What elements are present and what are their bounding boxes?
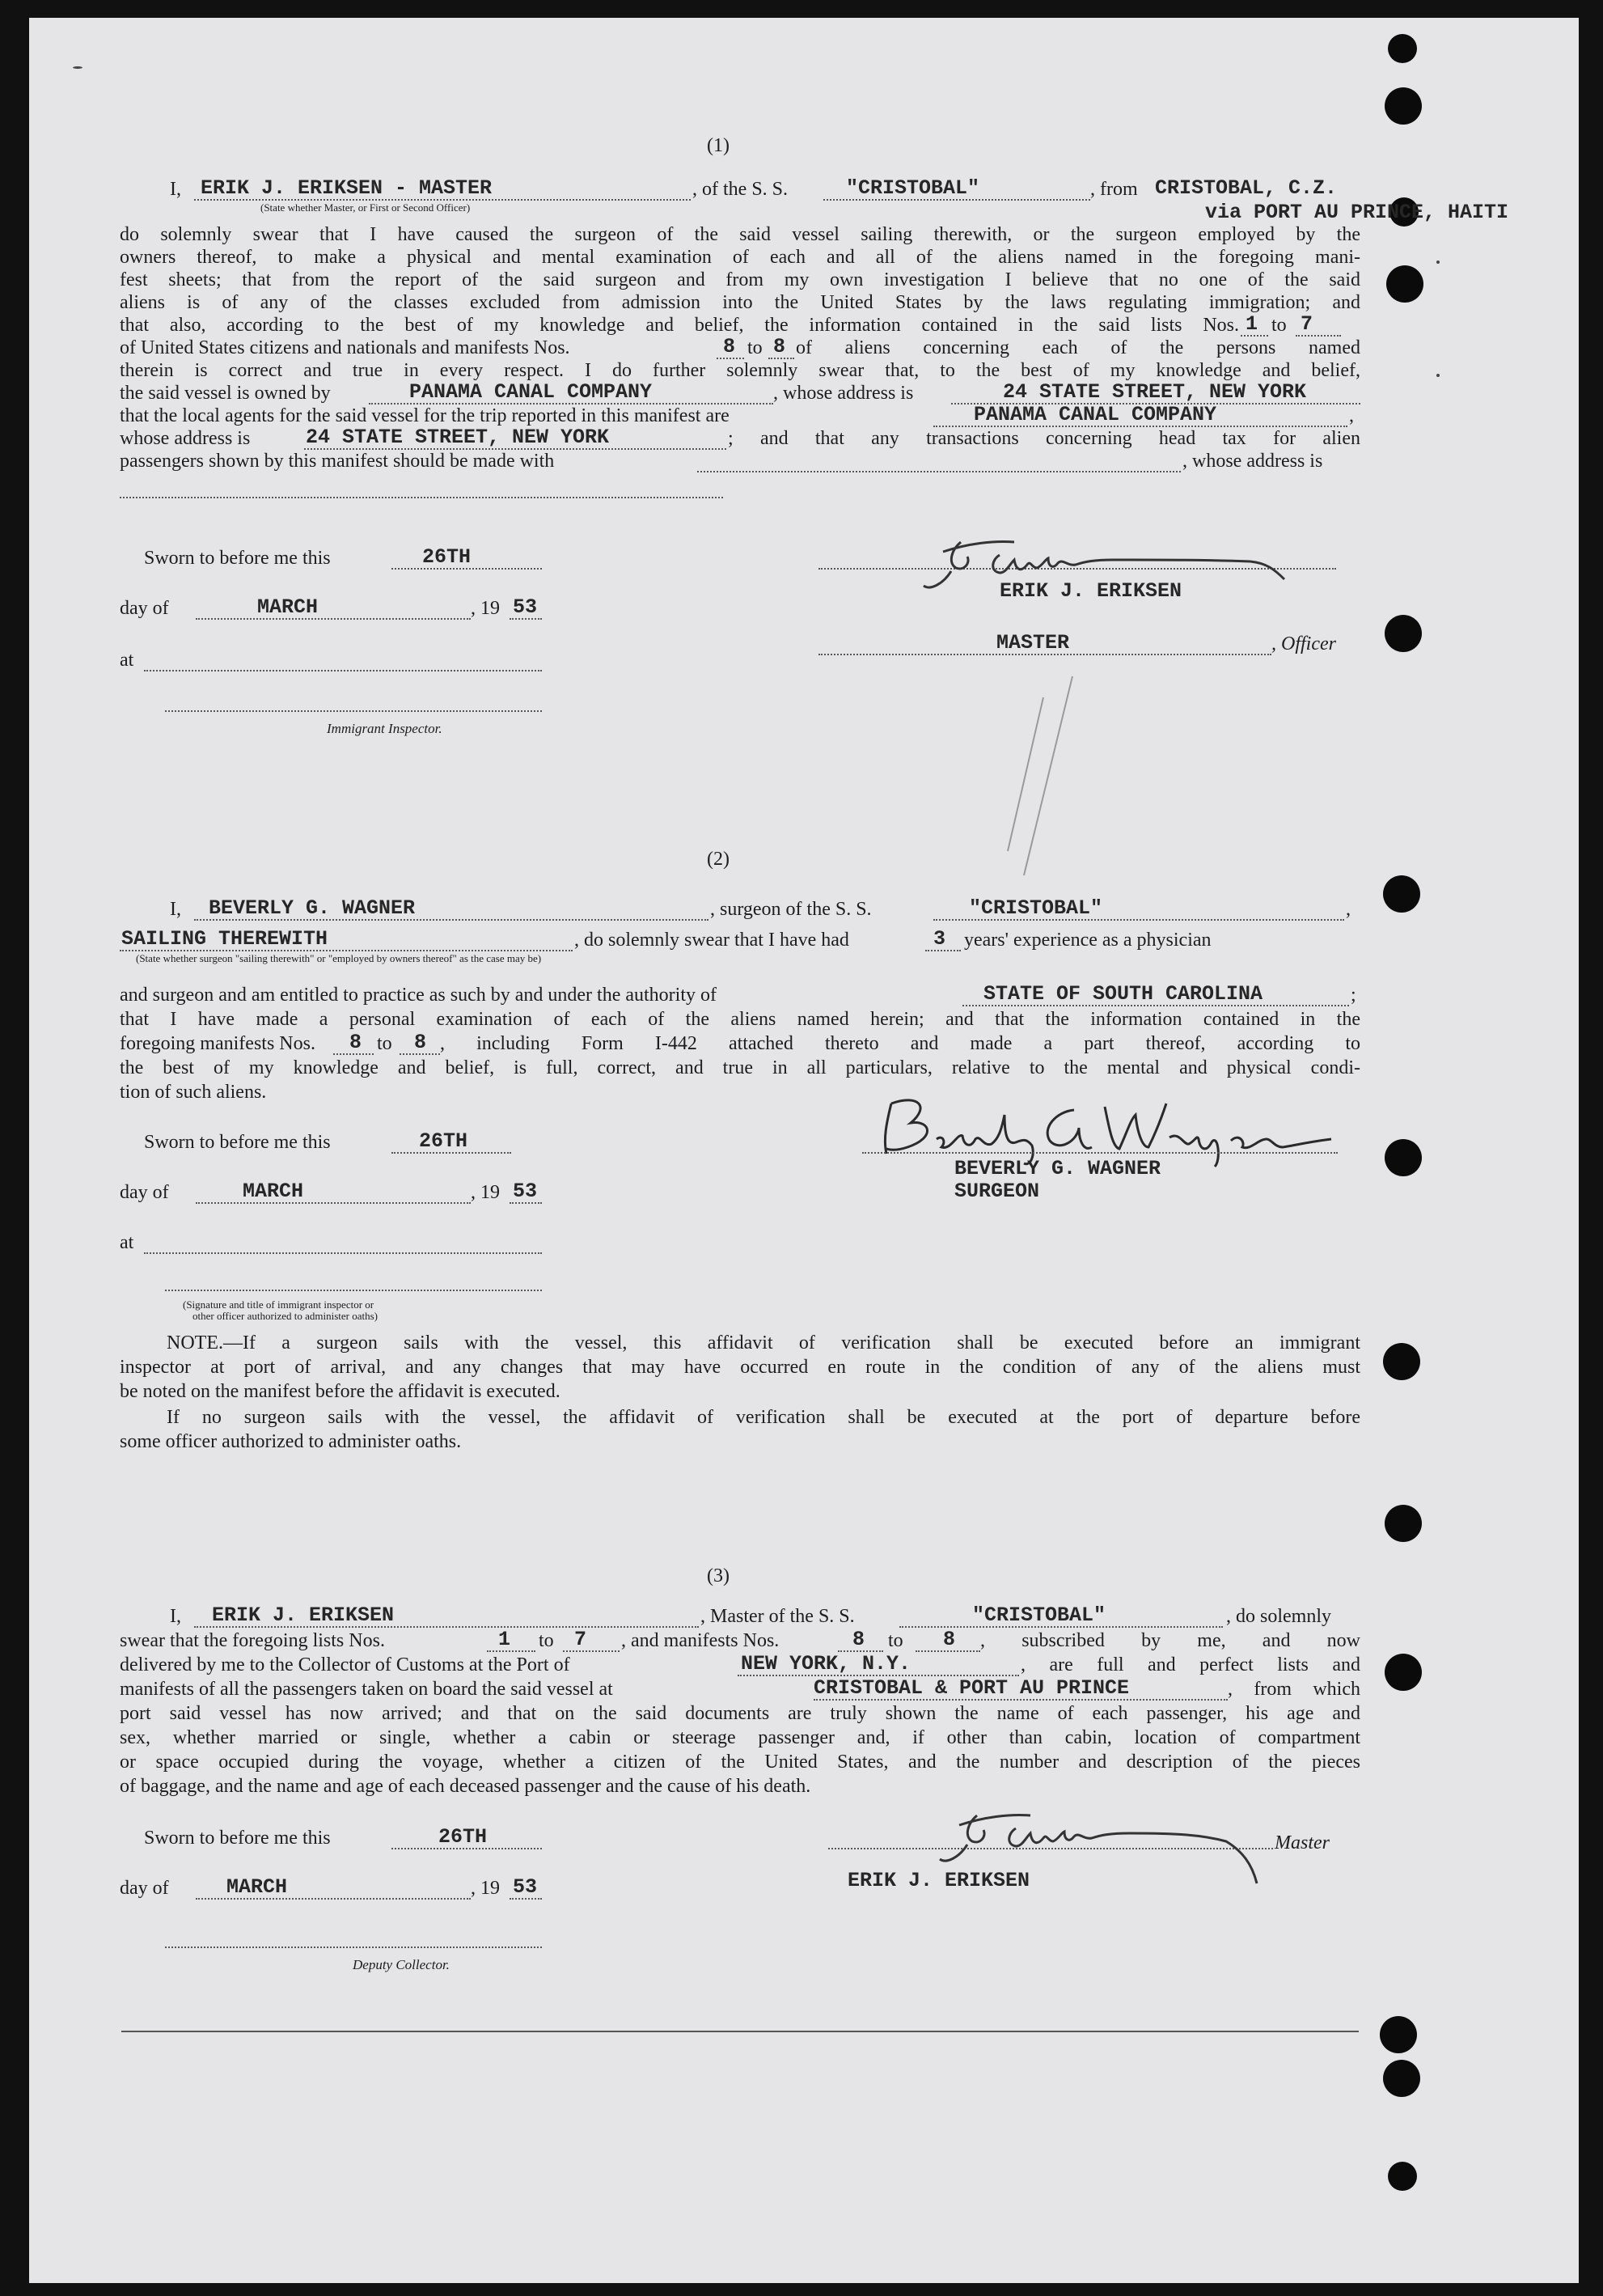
body-line: fest sheets; that from the report of the said surgeon and from my own investigation I believe that no one of the said — [120, 269, 1360, 290]
signer-title: MASTER — [996, 631, 1070, 654]
year-field: 53 — [513, 595, 538, 619]
section-number: (2) — [707, 849, 730, 870]
manifests-tail: , including Form I-442 attached thereto and made a part thereof, according to — [440, 1033, 1360, 1054]
punch-hole — [1380, 2016, 1417, 2053]
to-label: to — [539, 1630, 554, 1651]
year-field: 53 — [513, 1875, 538, 1899]
manifests-to: 8 — [943, 1628, 956, 1651]
manifests-tail: of aliens concerning each of the persons named — [796, 337, 1360, 358]
status-tail-b: years' experience as a physician — [964, 930, 1212, 951]
note-line: be noted on the manifest before the affidavit is executed. — [120, 1381, 560, 1402]
vessel-field: "CRISTOBAL" — [972, 1603, 1106, 1627]
punch-hole — [1388, 34, 1417, 63]
section-number: (3) — [707, 1565, 730, 1586]
owner-address-label: , whose address is — [773, 383, 914, 404]
body-line: owners thereof, to make a physical and mental examination of each and all of the aliens named in the foregoing mani- — [120, 247, 1360, 268]
departure-label: manifests of all the passengers taken on board the said vessel at — [120, 1679, 613, 1700]
manifests-to: 8 — [773, 335, 786, 358]
section-number: (1) — [707, 135, 730, 156]
body-line: sex, whether married or single, whether a cabin or steerage passenger and, if other than cabin, location of compartment — [120, 1727, 1360, 1748]
caption-line: (Signature and title of immigrant inspector or — [183, 1298, 374, 1311]
at-label: at — [120, 650, 134, 671]
note-line: inspector at port of arrival, and any changes that may have occurred en route in the condition of any of the aliens must — [120, 1357, 1360, 1378]
punch-hole — [1385, 87, 1422, 125]
departure-field: CRISTOBAL & PORT AU PRINCE — [814, 1676, 1130, 1700]
role-caption: (State whether Master, or First or Second Officer) — [260, 201, 471, 214]
punch-hole — [1383, 875, 1420, 913]
body-line: tion of such aliens. — [120, 1082, 267, 1103]
to-label: to — [747, 337, 763, 358]
body-line: aliens is of any of the classes excluded from admission into the United States by the laws regulating immigration; and — [120, 292, 1360, 313]
body-line: port said vessel has now arrived; and that on the said documents are truly shown the name of each passenger, his age and — [120, 1703, 1360, 1724]
signer-title: SURGEON — [954, 1180, 1040, 1203]
manifests-from: 8 — [349, 1031, 362, 1054]
pre-label: I, — [170, 1606, 181, 1627]
bottom-rule — [121, 2031, 1359, 2032]
lists-label: swear that the foregoing lists Nos. — [120, 1630, 385, 1651]
agents-address-field: 24 STATE STREET, NEW YORK — [306, 426, 610, 449]
signer-name: ERIK J. ERIKSEN — [848, 1869, 1030, 1892]
from-label: , from — [1090, 179, 1138, 200]
lists-from: 1 — [1246, 312, 1258, 336]
lists-from: 1 — [498, 1628, 511, 1651]
punch-hole — [1385, 1139, 1422, 1176]
port-tail: , are full and perfect lists and — [1021, 1654, 1360, 1675]
punch-hole — [1383, 1343, 1420, 1380]
note-line: If no surgeon sails with the vessel, the affidavit of verification shall be executed at the port of departure before — [167, 1407, 1360, 1428]
owner-field: PANAMA CANAL COMPANY — [409, 380, 653, 404]
manifests-from: 8 — [723, 335, 736, 358]
body-line: therein is correct and true in every respect. I do further solemnly swear that, to the best of my knowledge and belief, — [120, 360, 1360, 381]
at-label: at — [120, 1232, 134, 1253]
collector-caption: Deputy Collector. — [353, 1957, 450, 1972]
vessel-label: , of the S. S. — [692, 179, 789, 200]
month-field: MARCH — [226, 1875, 288, 1899]
to-label: to — [377, 1033, 392, 1054]
sworn-day-field: 26TH — [422, 545, 472, 569]
solemnly-label: , do solemnly — [1226, 1606, 1331, 1627]
body-line: the said vessel is owned by — [120, 383, 331, 404]
surgeon-of-label: , surgeon of the S. S. — [710, 899, 872, 920]
body-line: whose address is — [120, 428, 251, 449]
vessel-field: "CRISTOBAL" — [969, 896, 1103, 920]
comma: , — [1349, 405, 1354, 426]
sworn-label: Sworn to before me this — [144, 1132, 331, 1153]
body-line: that also, according to the best of my knowledge and belief, the information contained in the said lists Nos. — [120, 315, 1239, 336]
punch-hole — [1383, 2060, 1420, 2097]
port-field: NEW YORK, N.Y. — [741, 1652, 911, 1675]
pre-label: I, — [170, 179, 181, 200]
years-field: 3 — [933, 927, 946, 951]
to-label: to — [888, 1630, 903, 1651]
caption-line: other officer authorized to administer oaths) — [192, 1310, 378, 1322]
to-label: to — [1271, 315, 1287, 336]
body-line: passengers shown by this manifest should be made with — [120, 451, 555, 472]
master-of-label: , Master of the S. S. — [700, 1606, 855, 1627]
comma: , — [1346, 899, 1351, 920]
body-line: that the local agents for the said vessel for the trip reported in this manifest are — [120, 405, 730, 426]
subscribed-label: , subscribed by me, and now — [980, 1630, 1360, 1651]
via-field: via PORT AU PRINCE, HAITI — [1205, 201, 1509, 224]
month-field: MARCH — [257, 595, 319, 619]
master-name-field: ERIK J. ERIKSEN — [212, 1603, 395, 1627]
day-of-label: day of — [120, 1878, 169, 1899]
owner-address-field: 24 STATE STREET, NEW YORK — [1003, 380, 1307, 404]
authority-field: STATE OF SOUTH CAROLINA — [983, 982, 1263, 1006]
agents-tail: ; and that any transactions concerning head tax for alien — [728, 428, 1360, 449]
year-prefix: , 19 — [471, 1878, 500, 1899]
officer-label: , Officer — [1271, 633, 1336, 654]
surgeon-name-field: BEVERLY G. WAGNER — [209, 896, 416, 920]
day-of-label: day of — [120, 598, 169, 619]
sworn-label: Sworn to before me this — [144, 548, 331, 569]
manifest-page — [29, 18, 1579, 2283]
year-field: 53 — [513, 1180, 538, 1203]
semicolon: ; — [1351, 985, 1356, 1006]
lists-to: 7 — [1301, 312, 1313, 336]
body-line: of baggage, and the name and age of each deceased passenger and the cause of his death. — [120, 1776, 811, 1797]
body-line: of United States citizens and nationals and manifests Nos. — [120, 337, 570, 358]
status-field: SAILING THEREWITH — [121, 927, 328, 951]
status-tail-a: , do solemnly swear that I have had — [574, 930, 849, 951]
punch-hole — [1385, 1654, 1422, 1691]
head-tax-tail: , whose address is — [1182, 451, 1323, 472]
pre-label: I, — [170, 899, 181, 920]
punch-hole — [1385, 1505, 1422, 1542]
body-line: that I have made a personal examination of each of the aliens named herein; and that the information contained in the — [120, 1009, 1360, 1030]
agents-field: PANAMA CANAL COMPANY — [974, 403, 1217, 426]
master-label: Master — [1275, 1832, 1330, 1853]
manifests-label: foregoing manifests Nos. — [120, 1033, 315, 1054]
year-prefix: , 19 — [471, 1182, 500, 1203]
authority-label: and surgeon and am entitled to practice as such by and under the authority of — [120, 985, 717, 1006]
year-prefix: , 19 — [471, 598, 500, 619]
body-line: or space occupied during the voyage, whether a citizen of the United States, and the number and description of the pieces — [120, 1752, 1360, 1773]
inspector-caption: Immigrant Inspector. — [327, 721, 442, 736]
note-line: some officer authorized to administer oaths. — [120, 1431, 462, 1452]
sworn-day-field: 26TH — [419, 1129, 468, 1153]
sworn-day-field: 26TH — [438, 1825, 488, 1849]
vessel-field: "CRISTOBAL" — [846, 176, 980, 200]
manifests-from: 8 — [852, 1628, 865, 1651]
month-field: MARCH — [243, 1180, 304, 1203]
status-caption: (State whether surgeon "sailing therewith" or "employed by owners thereof" as the case may be) — [136, 952, 542, 964]
sworn-label: Sworn to before me this — [144, 1828, 331, 1849]
from-field: CRISTOBAL, C.Z. — [1155, 176, 1338, 200]
signer-name: ERIK J. ERIKSEN — [1000, 579, 1182, 603]
punch-hole — [1386, 265, 1423, 303]
note-line: NOTE.—If a surgeon sails with the vessel, this affidavit of verification shall be executed before an immigrant — [167, 1332, 1360, 1353]
master-name-field: ERIK J. ERIKSEN - MASTER — [201, 176, 493, 200]
body-line: do solemnly swear that I have caused the surgeon of the said vessel sailing therewith, or the surgeon employed by the — [120, 224, 1360, 245]
port-label: delivered by me to the Collector of Customs at the Port of — [120, 1654, 570, 1675]
departure-tail: , from which — [1228, 1679, 1360, 1700]
day-of-label: day of — [120, 1182, 169, 1203]
manifests-to: 8 — [414, 1031, 427, 1054]
body-line: the best of my knowledge and belief, is full, correct, and true in all particulars, relative to the mental and physical condi- — [120, 1057, 1360, 1078]
manifests-label: , and manifests Nos. — [621, 1630, 780, 1651]
punch-hole — [1388, 2162, 1417, 2191]
lists-to: 7 — [574, 1628, 587, 1651]
signer-name: BEVERLY G. WAGNER — [954, 1157, 1161, 1180]
punch-hole — [1385, 615, 1422, 652]
